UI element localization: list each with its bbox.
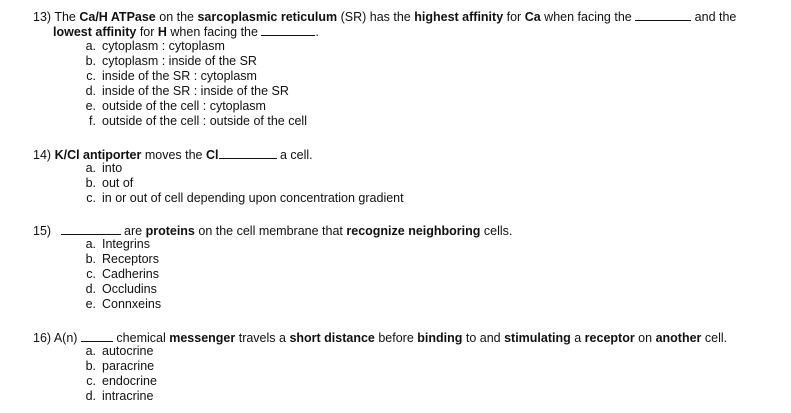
q16-number: 16) A(n) <box>33 331 78 345</box>
q13-stem-line1: 13) The Ca/H ATPase on the sarcoplasmic reticulum (SR) has the highest affinity for Ca when facing the and the <box>33 10 737 24</box>
q16-bold-binding: binding <box>417 331 463 345</box>
q13-number: 13) <box>33 10 52 24</box>
q13-option-c[interactable]: c. inside of the SR : cytoplasm <box>86 69 257 83</box>
q16-bold-receptor: receptor <box>584 331 635 345</box>
q16-stem: 16) A(n) chemical messenger travels a short distance before binding to and stimulating a receptor on another cell. <box>33 331 728 345</box>
q14-bold-cl: Cl <box>206 148 219 162</box>
q15-bold-proteins: proteins <box>145 224 195 238</box>
q15-stem: 15) are proteins on the cell membrane that recognize neighboring cells. <box>33 224 513 238</box>
q13-bold-h: H <box>157 25 167 39</box>
q13-option-d[interactable]: d. inside of the SR : inside of the SR <box>85 84 289 98</box>
q16-bold-another: another <box>655 331 702 345</box>
q13-option-b[interactable]: b. cytoplasm : inside of the SR <box>85 54 257 68</box>
q15-bold-recognize-neighboring: recognize neighboring <box>346 224 481 238</box>
q15-option-b[interactable]: b. Receptors <box>85 252 159 266</box>
q13-bold-ca: Ca <box>524 10 541 24</box>
q13-bold-highest-affinity: highest affinity <box>414 10 504 24</box>
q14-option-a[interactable]: a. into <box>85 161 123 175</box>
q13-bold-ca-h-atpase: Ca/H ATPase <box>79 10 156 24</box>
q14-answer-blank[interactable] <box>219 146 277 159</box>
q16-option-d[interactable]: d. intracrine <box>85 389 154 403</box>
q15-answer-blank[interactable] <box>61 222 121 235</box>
q14-option-b[interactable]: b. out of <box>85 176 134 190</box>
q15-option-e[interactable]: e. Connxeins <box>85 297 162 311</box>
q13-answer-blank-2[interactable] <box>261 23 315 36</box>
q16-option-c[interactable]: c. endocrine <box>86 374 157 388</box>
q14-option-c[interactable]: c. in or out of cell depending upon concentration gradient <box>86 191 404 205</box>
q13-stem-line2: lowest affinity for H when facing the . <box>53 25 319 39</box>
q13-bold-sr: sarcoplasmic reticulum <box>197 10 338 24</box>
q16-answer-blank[interactable] <box>81 329 113 342</box>
q13-option-a[interactable]: a. cytoplasm : cytoplasm <box>85 39 225 53</box>
q16-option-a[interactable]: a. autocrine <box>85 344 154 358</box>
q13-option-f[interactable]: f. outside of the cell : outside of the cell <box>89 114 307 128</box>
q14-number: 14) <box>33 148 52 162</box>
q16-option-b[interactable]: b. paracrine <box>85 359 155 373</box>
q16-bold-stimulating: stimulating <box>504 331 571 345</box>
q15-number: 15) <box>33 224 52 238</box>
q15-option-a[interactable]: a. Integrins <box>85 237 150 251</box>
q15-option-d[interactable]: d. Occludins <box>85 282 157 296</box>
q16-bold-short-distance: short distance <box>289 331 375 345</box>
q15-option-c[interactable]: c. Cadherins <box>86 267 159 281</box>
q14-bold-kcl-antiporter: K/Cl antiporter <box>54 148 142 162</box>
q13-option-e[interactable]: e. outside of the cell : cytoplasm <box>85 99 266 113</box>
q16-bold-messenger: messenger <box>169 331 236 345</box>
q14-stem: 14) K/Cl antiporter moves the Cl a cell. <box>33 148 313 162</box>
q13-bold-lowest-affinity: lowest affinity <box>53 25 137 39</box>
q13-answer-blank-1[interactable] <box>635 8 691 21</box>
